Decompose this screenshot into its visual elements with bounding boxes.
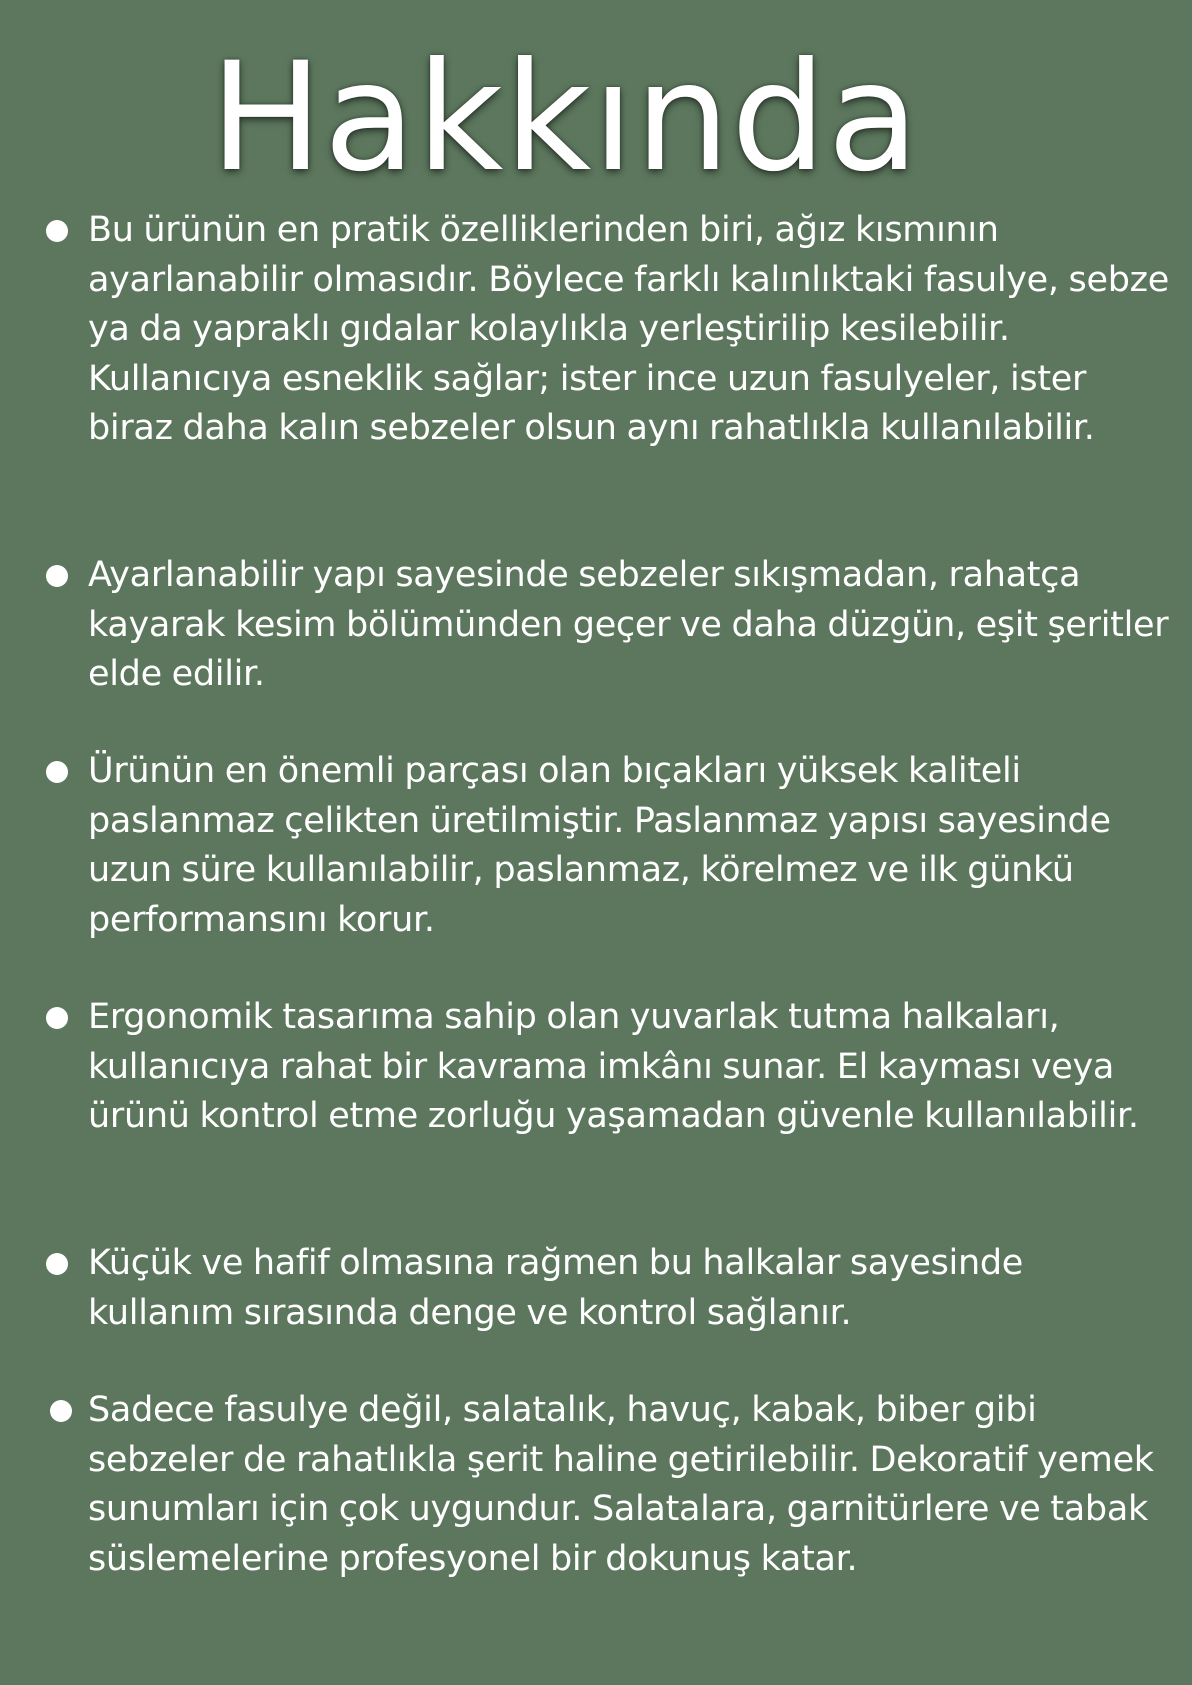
bullet-dot-icon <box>46 1007 68 1029</box>
bullet-dot-icon <box>46 1253 68 1275</box>
bullet-dot-icon <box>46 565 68 587</box>
page-title: Hakkında <box>209 31 921 205</box>
list-item <box>88 1386 1178 1584</box>
bullet-dot-icon <box>46 761 68 783</box>
bullet-dot-icon <box>50 1400 72 1422</box>
list-item <box>88 1239 1178 1338</box>
bullet-dot-icon <box>46 220 68 242</box>
list-item <box>88 993 1178 1142</box>
list-item-text: Küçük ve hafif olmasına rağmen bu halkalar sayesinde kullanım sırasında denge ve kontrol sağlanır. <box>88 1243 1023 1333</box>
list-item <box>88 747 1178 945</box>
list-item-text: Ürünün en önemli parçası olan bıçakları yüksek kaliteli paslanmaz çelikten üretilmiştir. Paslanmaz yapısı sayesinde uzun süre kullanılabilir, paslanmaz, körelmez ve ilk günkü performansını korur. <box>88 751 1111 940</box>
list-item-text: Sadece fasulye değil, salatalık, havuç, kabak, biber gibi sebzeler de rahatlıkla şerit haline getirilebilir. Dekoratif yemek sunumları için çok uygundur. Salatalara, garnitürlere ve tabak süslemelerine profesyonel bir dokunuş katar. <box>88 1390 1154 1579</box>
list-item-text: Ayarlanabilir yapı sayesinde sebzeler sıkışmadan, rahatça kayarak kesim bölümünden geçer ve daha düzgün, eşit şeritler elde edilir. <box>88 555 1169 694</box>
list-item <box>88 206 1178 454</box>
list-item <box>88 551 1178 700</box>
list-item-text: Bu ürünün en pratik özelliklerinden biri, ağız kısmının ayarlanabilir olmasıdır. Böylece farklı kalınlıktaki fasulye, sebze ya da yapraklı gıdalar kolaylıkla yerleştirilip kesilebilir. Kullanıcıya esneklik sağlar; ister ince uzun fasulyeler, ister biraz daha kalın sebzeler olsun aynı rahatlıkla kullanılabilir. <box>88 210 1169 448</box>
list-item-text: Ergonomik tasarıma sahip olan yuvarlak tutma halkaları, kullanıcıya rahat bir kavrama imkânı sunar. El kayması veya ürünü kontrol etme zorluğu yaşamadan güvenle kullanılabilir. <box>88 997 1139 1136</box>
